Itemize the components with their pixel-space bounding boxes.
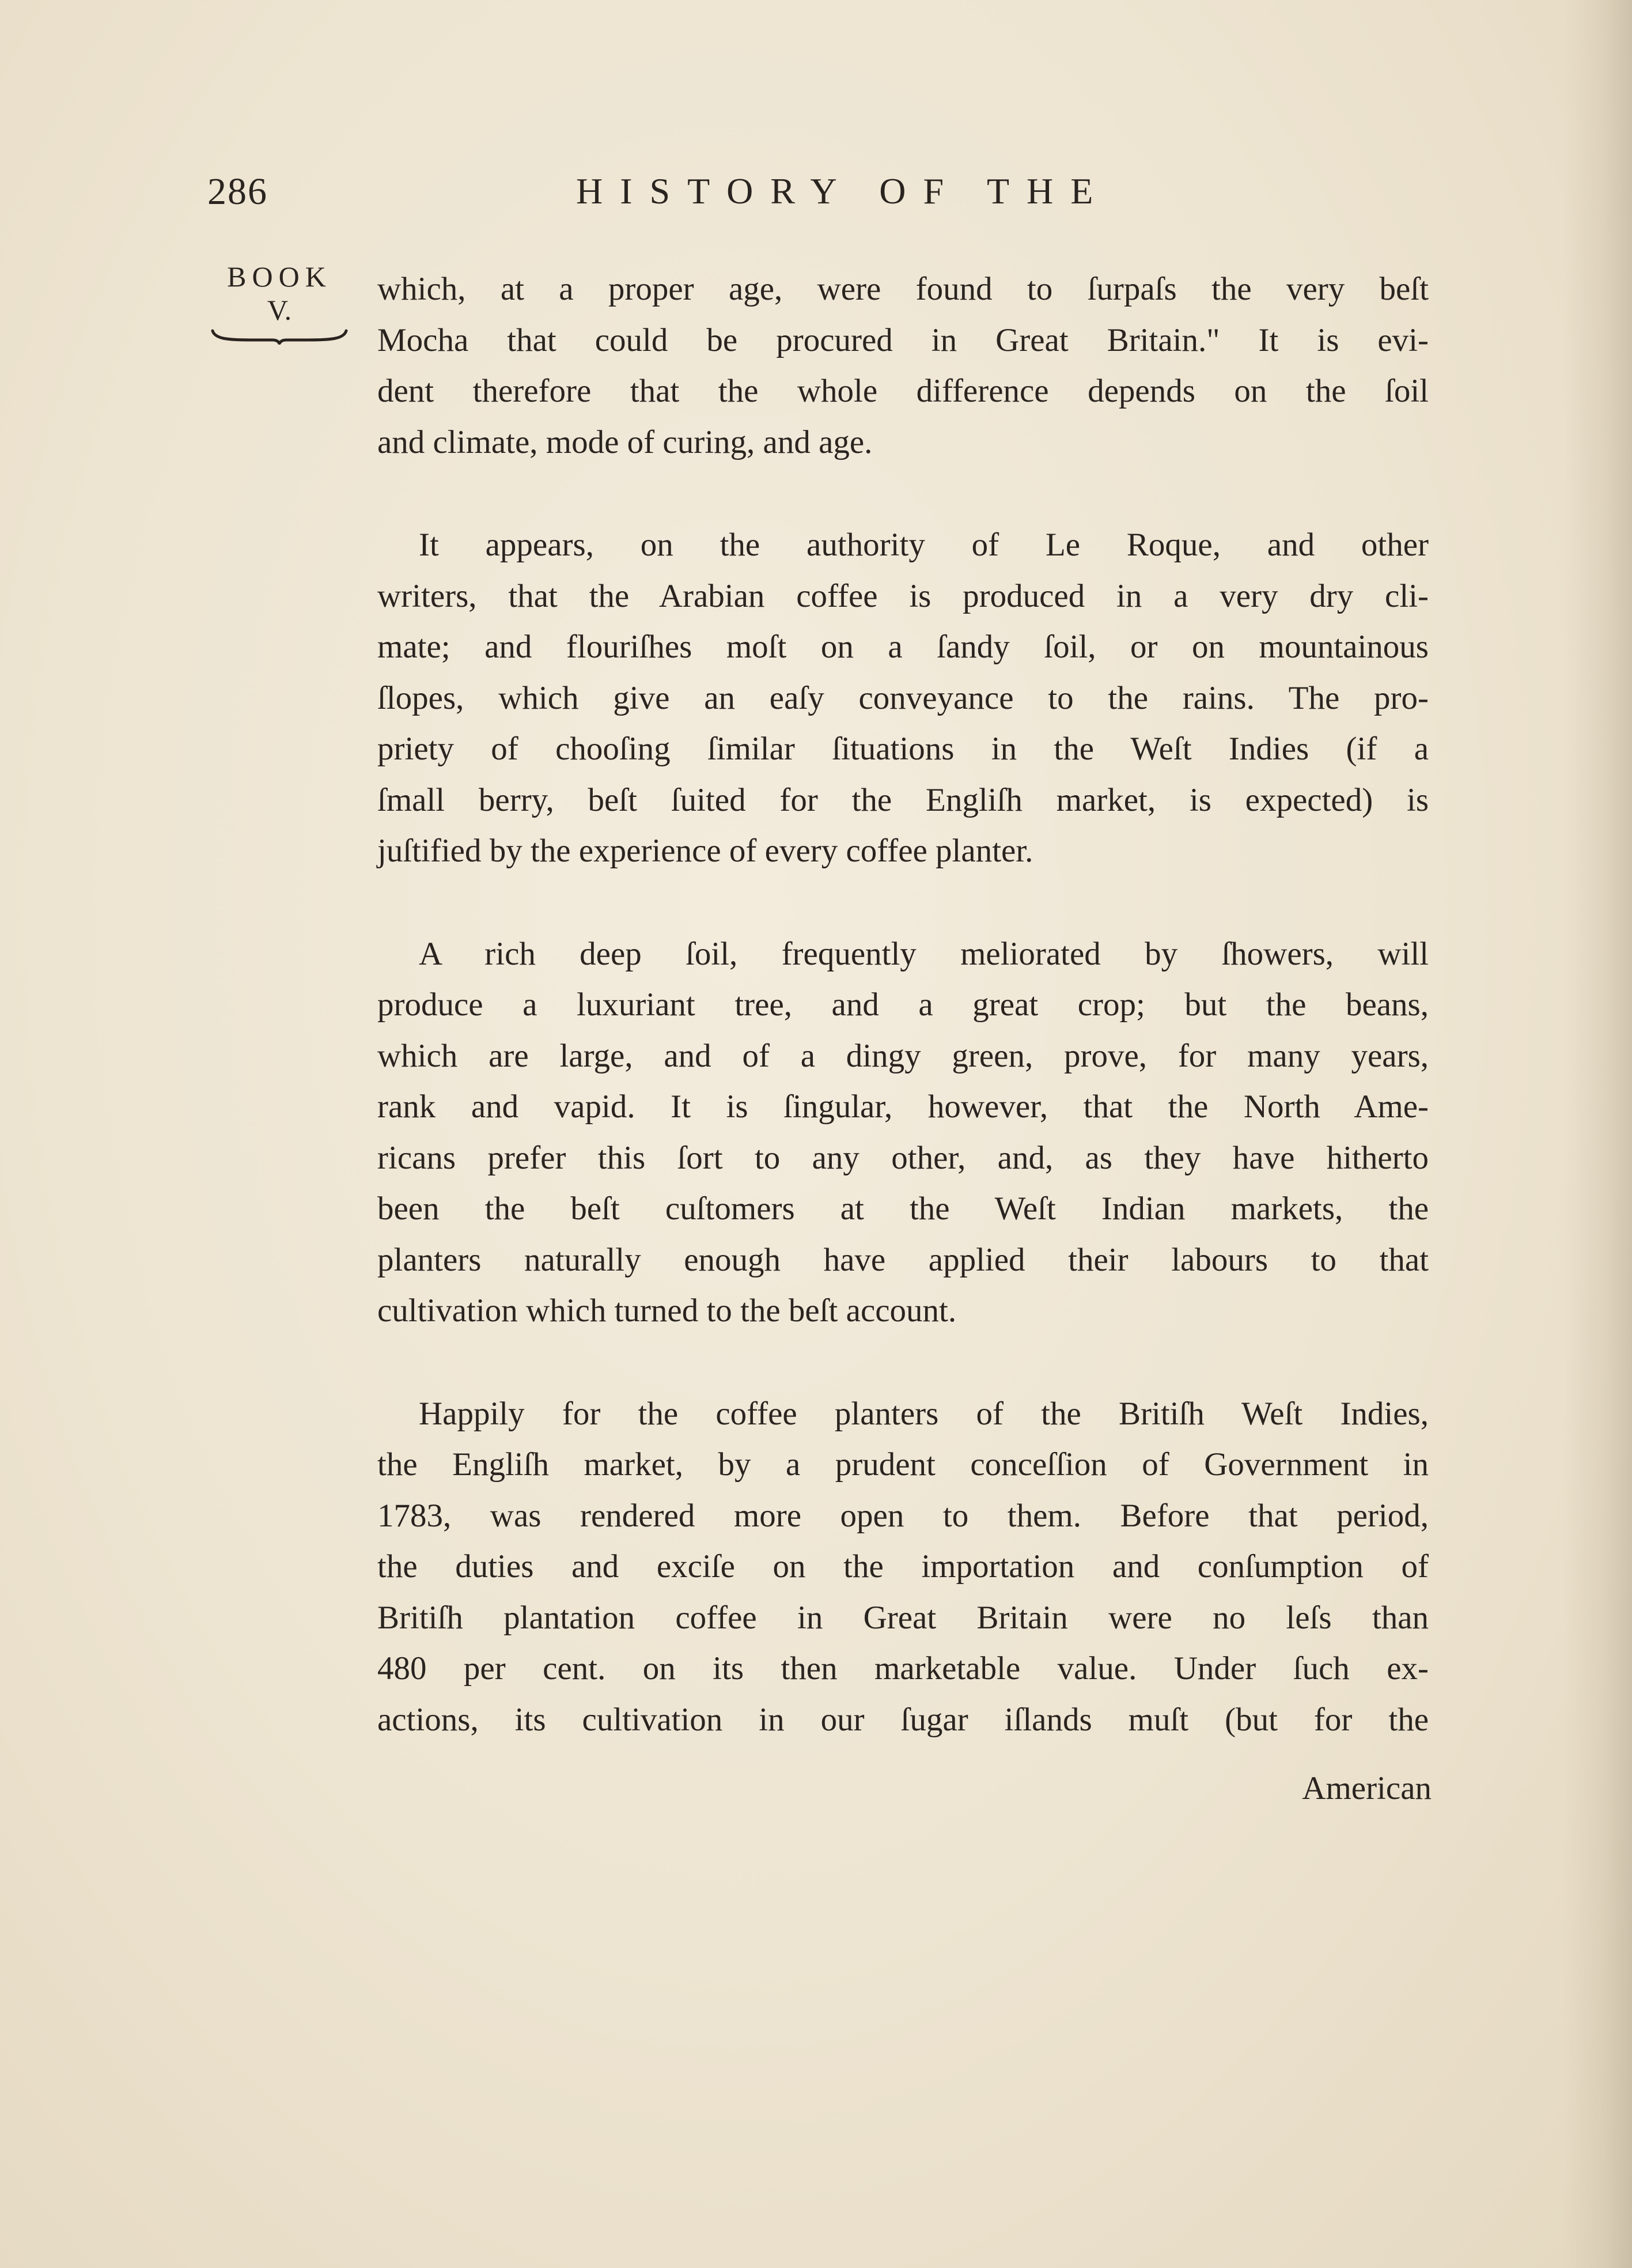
paragraph	[377, 264, 1429, 468]
margin-note-book: BOOK	[227, 260, 332, 293]
running-title: HISTORY OF THE	[576, 171, 1111, 211]
text-line: cultivation which turned to the beſt account.	[377, 1292, 957, 1329]
text-line: ſlopes, which give an eaſy conveyance to the rains. The pro-	[377, 679, 1429, 716]
text-line: 1783, was rendered more open to them. Before that period,	[377, 1497, 1429, 1534]
paragraph	[377, 520, 1429, 877]
text-line: Britiſh plantation coffee in Great Britain were no leſs than	[377, 1599, 1429, 1636]
text-line: the duties and exciſe on the importation and conſumption of	[377, 1548, 1429, 1585]
text-line: It appears, on the authority of Le Roque, and other	[419, 527, 1429, 563]
page-number: 286	[207, 171, 268, 213]
text-line: mate; and flouriſhes moſt on a ſandy ſoil, or on mountainous	[377, 629, 1429, 665]
text-line: Mocha that could be procured in Great Britain." It is evi-	[377, 322, 1429, 358]
text-line: produce a luxuriant tree, and a great crop; but the beans,	[377, 986, 1429, 1023]
text-line: which, at a proper age, were found to ſurpaſs the very beſt	[377, 271, 1429, 307]
brace-ornament-icon	[210, 327, 349, 345]
paragraph	[377, 1389, 1429, 1746]
text-line: Happily for the coffee planters of the Britiſh Weſt Indies,	[419, 1395, 1429, 1432]
page-edge-shadow	[1563, 0, 1632, 2268]
body-text	[377, 264, 1429, 1745]
text-line: the Engliſh market, by a prudent conceſſion of Government in	[377, 1446, 1429, 1483]
text-line: and climate, mode of curing, and age.	[377, 424, 873, 460]
margin-note-volume: V.	[267, 294, 292, 326]
text-line: rank and vapid. It is ſingular, however, that the North Ame-	[377, 1088, 1429, 1125]
text-line: which are large, and of a dingy green, prove, for many years,	[377, 1037, 1429, 1074]
running-head	[207, 170, 1432, 228]
text-line: juſtified by the experience of every coffee planter.	[377, 833, 1033, 869]
catchword: American	[1302, 1770, 1432, 1806]
text-line: actions, its cultivation in our ſugar iſlands muſt (but for the	[377, 1701, 1429, 1738]
margin-note	[205, 259, 354, 345]
text-line: dent therefore that the whole difference depends on the ſoil	[377, 373, 1429, 409]
text-line: ricans prefer this ſort to any other, and, as they have hitherto	[377, 1139, 1429, 1176]
text-line: priety of chooſing ſimilar ſituations in the Weſt Indies (if a	[377, 731, 1429, 767]
text-line: been the beſt cuſtomers at the Weſt Indian markets, the	[377, 1190, 1429, 1227]
text-line: planters naturally enough have applied their labours to that	[377, 1241, 1429, 1278]
text-line: ſmall berry, beſt ſuited for the Engliſh market, is expected) is	[377, 781, 1429, 818]
text-line: writers, that the Arabian coffee is produced in a very dry cli-	[377, 577, 1429, 614]
text-line: A rich deep ſoil, frequently meliorated by ſhowers, will	[419, 935, 1429, 972]
paragraph	[377, 929, 1429, 1337]
text-line: 480 per cent. on its then marketable value. Under ſuch ex-	[377, 1650, 1429, 1687]
